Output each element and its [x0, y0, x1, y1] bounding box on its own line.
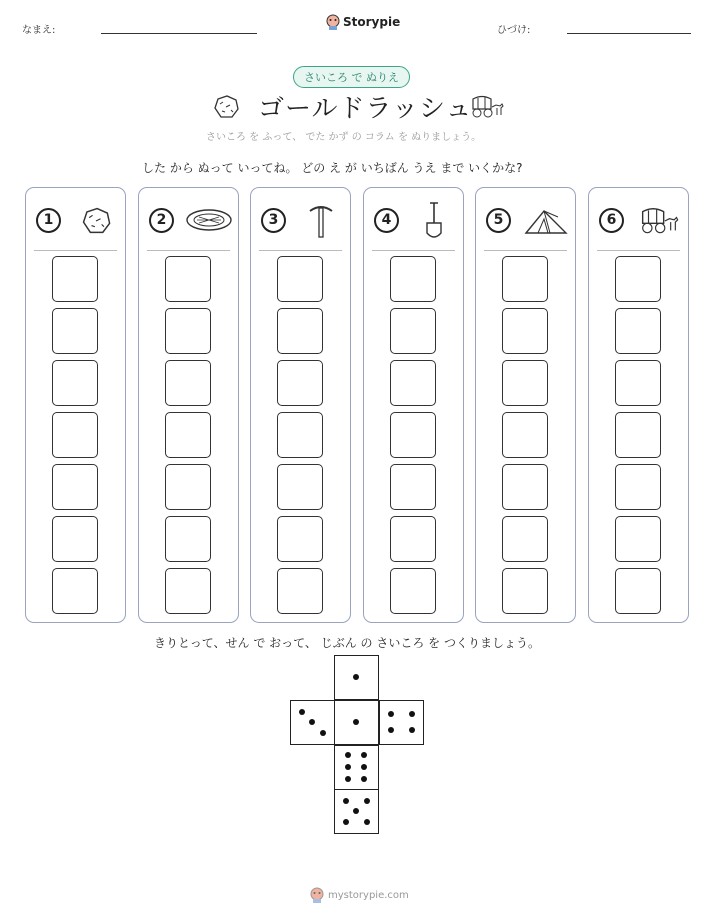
- color-box[interactable]: [277, 308, 323, 354]
- color-box[interactable]: [390, 568, 436, 614]
- color-box[interactable]: [390, 256, 436, 302]
- color-box[interactable]: [502, 568, 548, 614]
- dice-pip: [353, 674, 359, 680]
- color-box[interactable]: [52, 464, 98, 510]
- gold-nugget-icon: [70, 202, 122, 240]
- color-box[interactable]: [52, 412, 98, 458]
- dice-face-4: [379, 700, 424, 745]
- cut-instruction: きりとって、せん で おって、 じぶん の さいころ を つくりましょう。: [154, 636, 540, 650]
- color-box[interactable]: [615, 256, 661, 302]
- color-box[interactable]: [165, 256, 211, 302]
- dice-pip: [388, 711, 394, 717]
- dice-pip: [361, 752, 367, 758]
- dice-pip: [364, 798, 370, 804]
- color-box[interactable]: [502, 412, 548, 458]
- color-box[interactable]: [165, 464, 211, 510]
- color-box[interactable]: [277, 568, 323, 614]
- column-4: [363, 187, 464, 623]
- brand-name: Storypie: [343, 15, 401, 29]
- column-number: 6: [599, 208, 624, 233]
- column-divider: [484, 250, 567, 251]
- color-box[interactable]: [52, 568, 98, 614]
- dice-pip: [353, 808, 359, 814]
- color-box[interactable]: [615, 516, 661, 562]
- shovel-icon: [408, 202, 460, 240]
- covered-wagon-icon: [470, 95, 504, 119]
- page-title: ゴールドラッシュ: [258, 94, 473, 124]
- dice-pip: [309, 719, 315, 725]
- column-number: 3: [261, 208, 286, 233]
- color-box[interactable]: [165, 516, 211, 562]
- color-box[interactable]: [502, 256, 548, 302]
- column-divider: [259, 250, 342, 251]
- color-box[interactable]: [165, 308, 211, 354]
- instruction-text: した から ぬって いってね。 どの え が いちばん うえ まで いくかな?: [142, 161, 523, 175]
- dice-pip: [409, 711, 415, 717]
- column-number: 2: [149, 208, 174, 233]
- name-line[interactable]: [101, 33, 257, 34]
- color-box[interactable]: [165, 360, 211, 406]
- dice-pip: [343, 798, 349, 804]
- color-box[interactable]: [52, 256, 98, 302]
- color-box[interactable]: [390, 464, 436, 510]
- color-box[interactable]: [502, 308, 548, 354]
- dice-pip: [345, 764, 351, 770]
- brand-logo: [326, 14, 400, 30]
- color-box[interactable]: [615, 360, 661, 406]
- color-box[interactable]: [277, 516, 323, 562]
- color-box[interactable]: [277, 360, 323, 406]
- color-box[interactable]: [390, 412, 436, 458]
- color-box[interactable]: [52, 360, 98, 406]
- date-line[interactable]: [567, 33, 691, 34]
- column-5: [475, 187, 576, 623]
- gold-pan-icon: [183, 202, 235, 240]
- dice-pip: [364, 819, 370, 825]
- color-box[interactable]: [52, 308, 98, 354]
- color-box[interactable]: [502, 516, 548, 562]
- color-box[interactable]: [615, 412, 661, 458]
- storypie-mascot-icon: [326, 14, 340, 30]
- footer: [310, 887, 409, 903]
- dice-pip: [345, 776, 351, 782]
- footer-url[interactable]: mystorypie.com: [328, 889, 409, 901]
- column-divider: [147, 250, 230, 251]
- covered-wagon-icon: [633, 202, 685, 240]
- color-box[interactable]: [390, 516, 436, 562]
- color-box[interactable]: [277, 464, 323, 510]
- dice-face-5: [334, 789, 379, 834]
- column-divider: [597, 250, 680, 251]
- dice-face-6: [334, 745, 379, 790]
- column-number: 4: [374, 208, 399, 233]
- dice-pip: [409, 727, 415, 733]
- column-divider: [372, 250, 455, 251]
- color-box[interactable]: [165, 412, 211, 458]
- column-number: 5: [486, 208, 511, 233]
- column-6: [588, 187, 689, 623]
- dice-face-1: [334, 700, 379, 745]
- subtitle: さいころ を ふって、 でた かず の コラム を ぬりましょう。: [206, 132, 482, 143]
- pickaxe-icon: [295, 202, 347, 240]
- dice-pip: [361, 764, 367, 770]
- dice-pip: [353, 719, 359, 725]
- color-box[interactable]: [615, 464, 661, 510]
- dice-pip: [320, 730, 326, 736]
- column-number: 1: [36, 208, 61, 233]
- column-3: [250, 187, 351, 623]
- column-divider: [34, 250, 117, 251]
- dice-face-3: [290, 700, 335, 745]
- name-label: なまえ:: [22, 25, 56, 36]
- storypie-mascot-icon: [310, 887, 324, 903]
- dice-face-1: [334, 655, 379, 700]
- date-label: ひづけ:: [497, 25, 531, 36]
- color-box[interactable]: [502, 360, 548, 406]
- color-box[interactable]: [615, 568, 661, 614]
- column-1: [25, 187, 126, 623]
- dice-pip: [361, 776, 367, 782]
- color-box[interactable]: [615, 308, 661, 354]
- activity-badge: さいころ で ぬりえ: [293, 66, 410, 88]
- color-box[interactable]: [165, 568, 211, 614]
- color-box[interactable]: [277, 256, 323, 302]
- column-2: [138, 187, 239, 623]
- gold-nugget-icon: [211, 94, 241, 120]
- dice-pip: [299, 709, 305, 715]
- color-box[interactable]: [390, 360, 436, 406]
- color-box[interactable]: [52, 516, 98, 562]
- dice-pip: [345, 752, 351, 758]
- color-box[interactable]: [390, 308, 436, 354]
- dice-pip: [343, 819, 349, 825]
- dice-pip: [388, 727, 394, 733]
- color-box[interactable]: [502, 464, 548, 510]
- tent-icon: [520, 202, 572, 240]
- color-box[interactable]: [277, 412, 323, 458]
